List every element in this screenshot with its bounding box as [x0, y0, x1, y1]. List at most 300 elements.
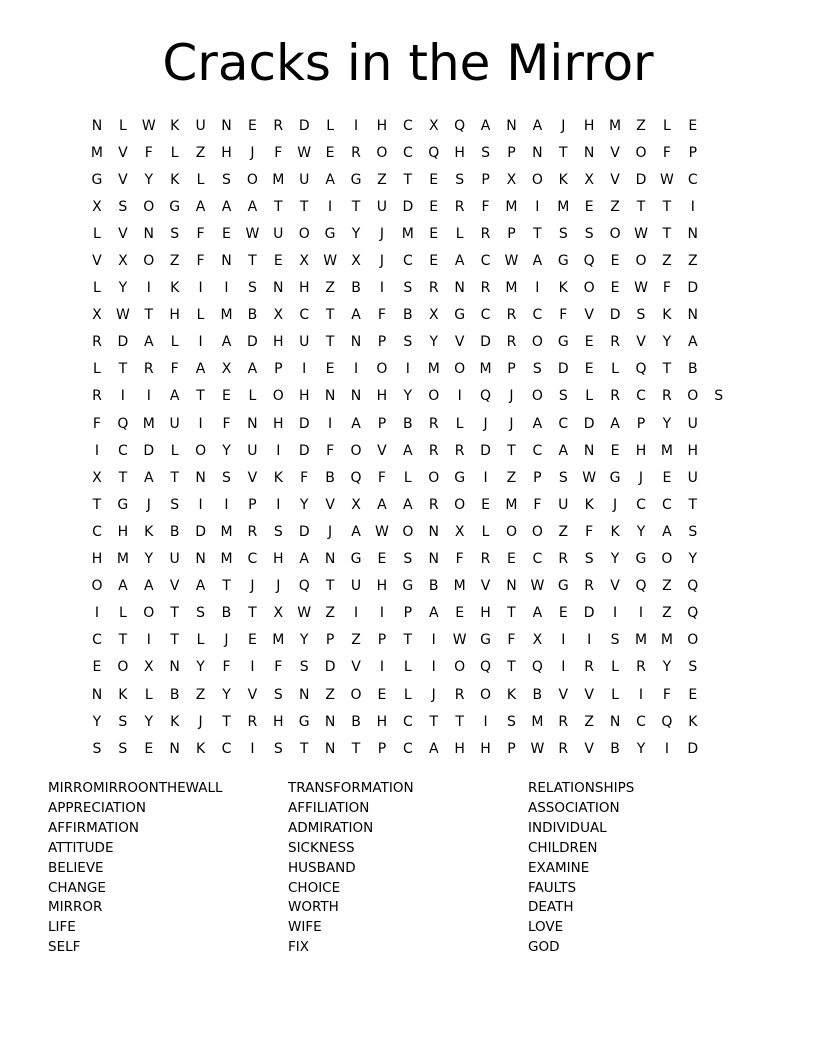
- grid-letter: A: [247, 198, 258, 215]
- grid-letter: Y: [662, 415, 672, 432]
- grid-letter: U: [299, 171, 310, 188]
- word-item: WIFE: [288, 919, 322, 936]
- grid-letter: L: [662, 117, 671, 134]
- grid-letter: I: [94, 605, 100, 622]
- grid-letter: F: [507, 632, 516, 649]
- grid-letter: V: [584, 686, 594, 703]
- grid-letter: T: [688, 496, 698, 513]
- grid-letter: N: [454, 280, 465, 297]
- grid-letter: L: [481, 523, 490, 540]
- grid-letter: L: [144, 686, 153, 703]
- grid-letter: I: [379, 659, 384, 676]
- grid-letter: O: [635, 253, 647, 270]
- grid-letter: I: [587, 632, 592, 649]
- word-item: AFFIRMATION: [48, 819, 139, 836]
- grid-letter: N: [532, 144, 543, 161]
- grid-letter: E: [92, 659, 102, 676]
- grid-letter: A: [351, 307, 361, 324]
- grid-letter: A: [532, 117, 543, 134]
- grid-letter: V: [325, 496, 335, 513]
- grid-letter: T: [403, 171, 413, 188]
- grid-letter: C: [402, 144, 413, 161]
- grid-letter: N: [247, 415, 258, 432]
- grid-letter: B: [428, 578, 439, 595]
- grid-letter: L: [403, 686, 412, 703]
- grid-letter: G: [350, 171, 362, 188]
- grid-letter: G: [609, 469, 621, 486]
- grid-letter: K: [506, 686, 517, 703]
- grid-letter: E: [377, 551, 387, 568]
- grid-letter: Z: [195, 686, 206, 703]
- grid-letter: A: [403, 496, 413, 513]
- grid-letter: X: [532, 632, 543, 649]
- grid-letter: N: [506, 117, 517, 134]
- grid-letter: G: [557, 334, 569, 351]
- grid-letter: T: [299, 740, 309, 757]
- grid-letter: I: [483, 469, 488, 486]
- word-item: AFFILIATION: [288, 799, 370, 816]
- grid-letter: O: [687, 388, 699, 405]
- grid-letter: N: [91, 686, 103, 703]
- grid-letter: I: [198, 415, 203, 432]
- grid-letter: R: [273, 117, 284, 134]
- grid-letter: F: [274, 144, 283, 161]
- grid-letter: Z: [584, 713, 594, 730]
- grid-letter: N: [687, 225, 699, 242]
- word-item: CHANGE: [48, 879, 106, 896]
- grid-letter: Z: [325, 686, 335, 703]
- grid-letter: N: [298, 686, 310, 703]
- grid-letter: G: [91, 171, 103, 188]
- grid-row: [84, 573, 732, 600]
- grid-row: [84, 356, 732, 383]
- grid-letter: X: [221, 361, 232, 378]
- grid-letter: E: [610, 280, 620, 297]
- grid-letter: W: [530, 740, 545, 757]
- grid-letter: R: [428, 496, 439, 513]
- grid-letter: C: [92, 632, 102, 649]
- grid-letter: N: [350, 334, 362, 351]
- grid-letter: F: [326, 442, 335, 459]
- grid-letter: O: [143, 253, 155, 270]
- grid-letter: I: [664, 740, 669, 757]
- grid-letter: C: [480, 253, 491, 270]
- grid-letter: E: [455, 605, 465, 622]
- word-column: [48, 779, 288, 958]
- grid-letter: M: [401, 225, 414, 242]
- grid-letter: P: [377, 632, 387, 649]
- grid-letter: R: [480, 225, 491, 242]
- grid-letter: A: [428, 605, 439, 622]
- grid-letter: O: [350, 442, 362, 459]
- grid-letter: O: [687, 632, 699, 649]
- grid-letter: D: [402, 198, 414, 215]
- grid-letter: L: [170, 334, 179, 351]
- grid-letter: I: [198, 280, 203, 297]
- grid-letter: U: [299, 334, 310, 351]
- grid-letter: G: [402, 578, 414, 595]
- grid-letter: X: [143, 659, 154, 676]
- grid-letter: E: [429, 253, 439, 270]
- grid-letter: P: [481, 171, 490, 188]
- grid-letter: F: [222, 415, 231, 432]
- grid-letter: C: [532, 307, 543, 324]
- grid-letter: P: [507, 740, 516, 757]
- grid-letter: A: [688, 334, 698, 351]
- grid-letter: L: [118, 117, 127, 134]
- grid-letter: O: [531, 171, 543, 188]
- grid-letter: H: [454, 740, 465, 757]
- grid-letter: Y: [403, 388, 413, 405]
- grid-letter: K: [688, 713, 698, 730]
- grid-letter: Q: [480, 659, 492, 676]
- grid-letter: B: [351, 713, 361, 730]
- grid-letter: G: [454, 307, 466, 324]
- grid-letter: V: [377, 442, 387, 459]
- grid-letter: Y: [636, 523, 646, 540]
- grid-letter: X: [428, 117, 439, 134]
- word-item: ASSOCIATION: [528, 799, 620, 816]
- grid-letter: G: [635, 551, 647, 568]
- grid-letter: I: [198, 334, 203, 351]
- grid-letter: J: [198, 713, 203, 730]
- grid-letter: Y: [662, 334, 672, 351]
- grid-letter: B: [221, 605, 232, 622]
- grid-letter: F: [170, 361, 179, 378]
- grid-letter: O: [428, 469, 440, 486]
- grid-letter: K: [584, 496, 594, 513]
- word-item: ADMIRATION: [288, 819, 374, 836]
- grid-letter: E: [558, 605, 568, 622]
- grid-letter: I: [146, 280, 151, 297]
- grid-letter: T: [325, 578, 335, 595]
- grid-letter: J: [250, 578, 255, 595]
- grid-letter: I: [328, 198, 333, 215]
- grid-letter: O: [298, 225, 310, 242]
- grid-letter: L: [611, 361, 619, 378]
- grid-letter: P: [403, 605, 413, 622]
- grid-letter: J: [250, 144, 255, 161]
- grid-letter: R: [558, 740, 569, 757]
- grid-letter: O: [454, 496, 466, 513]
- grid-letter: T: [507, 605, 516, 622]
- grid-letter: R: [92, 334, 102, 351]
- grid-row: [84, 139, 732, 166]
- grid-letter: K: [170, 280, 180, 297]
- grid-letter: K: [170, 713, 180, 730]
- grid-letter: J: [509, 415, 514, 432]
- grid-letter: I: [146, 388, 151, 405]
- word-item: APPRECIATION: [48, 799, 146, 816]
- grid-letter: C: [402, 713, 413, 730]
- grid-letter: I: [638, 686, 644, 703]
- grid-letter: U: [376, 198, 388, 215]
- grid-letter: Q: [687, 605, 699, 622]
- word-column: [288, 779, 528, 958]
- grid-letter: T: [558, 144, 568, 161]
- grid-letter: P: [377, 415, 387, 432]
- grid-letter: P: [533, 469, 542, 486]
- word-item: LOVE: [528, 919, 564, 936]
- grid-letter: Q: [531, 659, 543, 676]
- grid-letter: Q: [661, 713, 673, 730]
- word-item: ATTITUDE: [48, 839, 114, 856]
- grid-letter: C: [402, 117, 413, 134]
- grid-letter: I: [613, 605, 618, 622]
- grid-letter: F: [559, 307, 568, 324]
- grid-letter: E: [429, 171, 439, 188]
- grid-letter: E: [325, 361, 335, 378]
- grid-letter: W: [245, 225, 260, 242]
- grid-letter: B: [610, 740, 620, 757]
- grid-letter: K: [170, 171, 180, 188]
- word-item: GOD: [528, 939, 560, 956]
- grid-letter: S: [247, 280, 257, 297]
- grid-letter: T: [429, 713, 439, 730]
- grid-letter: L: [118, 605, 127, 622]
- grid-letter: K: [662, 307, 672, 324]
- grid-letter: U: [687, 469, 698, 486]
- grid-row: [84, 329, 732, 356]
- grid-letter: T: [351, 198, 361, 215]
- grid-letter: I: [276, 442, 281, 459]
- grid-letter: I: [379, 280, 384, 297]
- word-column: [528, 779, 768, 958]
- grid-letter: A: [299, 551, 309, 568]
- grid-letter: M: [634, 632, 648, 649]
- grid-letter: J: [613, 496, 618, 513]
- grid-letter: Z: [662, 253, 672, 270]
- grid-row: [84, 410, 732, 437]
- grid-letter: Q: [635, 361, 647, 378]
- grid-letter: U: [169, 415, 180, 432]
- grid-letter: W: [504, 253, 519, 270]
- grid-row: [84, 193, 732, 220]
- grid-letter: V: [610, 171, 620, 188]
- grid-letter: I: [483, 713, 488, 730]
- grid-letter: T: [170, 469, 179, 486]
- grid-letter: E: [481, 496, 490, 513]
- grid-letter: I: [457, 388, 462, 405]
- grid-letter: W: [634, 225, 648, 242]
- grid-letter: G: [480, 632, 491, 649]
- grid-letter: N: [91, 117, 103, 134]
- grid-letter: R: [584, 659, 595, 676]
- grid-letter: D: [143, 442, 155, 459]
- grid-letter: T: [170, 605, 179, 622]
- grid-letter: M: [505, 496, 518, 513]
- grid-letter: J: [146, 496, 151, 513]
- grid-letter: W: [297, 605, 312, 622]
- grid-letter: Z: [195, 144, 206, 161]
- grid-letter: C: [402, 740, 413, 757]
- grid-letter: N: [221, 253, 232, 270]
- word-item: WORTH: [288, 899, 339, 916]
- grid-letter: S: [118, 713, 128, 730]
- grid-letter: J: [224, 632, 229, 649]
- grid-letter: R: [558, 551, 569, 568]
- grid-letter: O: [376, 361, 388, 378]
- grid-letter: Z: [325, 280, 335, 297]
- grid-letter: V: [610, 144, 620, 161]
- grid-letter: A: [247, 361, 258, 378]
- grid-letter: D: [609, 307, 621, 324]
- grid-letter: U: [558, 496, 569, 513]
- grid-letter: K: [144, 523, 154, 540]
- grid-letter: H: [91, 551, 103, 568]
- grid-letter: Y: [610, 551, 620, 568]
- grid-letter: C: [687, 171, 698, 188]
- grid-letter: S: [273, 686, 283, 703]
- grid-letter: L: [196, 307, 205, 324]
- grid-letter: B: [403, 415, 413, 432]
- grid-letter: N: [506, 578, 517, 595]
- grid-letter: H: [376, 713, 388, 730]
- grid-row: [84, 600, 732, 627]
- grid-letter: M: [505, 198, 518, 215]
- grid-letter: F: [585, 523, 594, 540]
- grid-letter: B: [325, 469, 335, 486]
- grid-letter: V: [118, 171, 128, 188]
- grid-letter: J: [431, 686, 436, 703]
- grid-letter: E: [662, 469, 672, 486]
- grid-row: [84, 735, 732, 762]
- grid-letter: F: [481, 198, 490, 215]
- grid-letter: Q: [428, 144, 440, 161]
- grid-letter: O: [531, 334, 543, 351]
- grid-letter: D: [583, 415, 595, 432]
- grid-letter: P: [688, 144, 698, 161]
- grid-letter: H: [221, 144, 232, 161]
- grid-letter: R: [143, 361, 154, 378]
- grid-letter: V: [169, 578, 180, 595]
- grid-letter: P: [507, 225, 516, 242]
- grid-letter: U: [687, 415, 698, 432]
- grid-letter: P: [274, 361, 283, 378]
- grid-letter: G: [557, 578, 569, 595]
- grid-letter: R: [558, 713, 569, 730]
- grid-letter: X: [299, 253, 309, 270]
- grid-letter: H: [376, 388, 388, 405]
- grid-letter: C: [636, 388, 646, 405]
- grid-letter: C: [532, 442, 543, 459]
- grid-letter: V: [247, 469, 258, 486]
- grid-letter: K: [558, 171, 568, 188]
- grid-letter: K: [195, 740, 206, 757]
- grid-letter: O: [143, 605, 155, 622]
- grid-letter: G: [350, 551, 362, 568]
- grid-letter: L: [611, 659, 619, 676]
- grid-letter: O: [117, 659, 129, 676]
- grid-row: [84, 518, 732, 545]
- grid-letter: Z: [558, 523, 569, 540]
- grid-letter: U: [195, 117, 206, 134]
- grid-letter: W: [634, 280, 648, 297]
- grid-letter: E: [222, 225, 231, 242]
- grid-letter: C: [532, 551, 543, 568]
- grid-letter: T: [636, 198, 646, 215]
- grid-row: [84, 464, 732, 491]
- grid-letter: H: [454, 144, 465, 161]
- grid-letter: C: [480, 307, 491, 324]
- word-item: INDIVIDUAL: [528, 819, 607, 836]
- grid-letter: F: [92, 415, 101, 432]
- grid-letter: A: [143, 578, 154, 595]
- grid-letter: I: [146, 632, 151, 649]
- grid-letter: Z: [325, 605, 335, 622]
- grid-letter: E: [247, 117, 257, 134]
- grid-letter: M: [427, 361, 440, 378]
- grid-letter: S: [299, 659, 309, 676]
- grid-letter: T: [248, 605, 257, 622]
- grid-letter: E: [610, 442, 620, 459]
- grid-letter: J: [379, 253, 384, 270]
- grid-letter: D: [687, 280, 699, 297]
- grid-letter: I: [638, 605, 644, 622]
- grid-letter: H: [273, 551, 284, 568]
- grid-letter: L: [403, 659, 412, 676]
- grid-letter: Y: [144, 713, 154, 730]
- grid-letter: Z: [662, 605, 672, 622]
- grid-letter: U: [247, 442, 258, 459]
- grid-letter: S: [92, 740, 102, 757]
- grid-letter: I: [690, 198, 695, 215]
- grid-letter: R: [454, 686, 465, 703]
- grid-letter: N: [324, 740, 336, 757]
- grid-letter: P: [507, 144, 516, 161]
- grid-letter: D: [247, 334, 258, 351]
- grid-letter: F: [662, 144, 671, 161]
- grid-letter: P: [377, 740, 387, 757]
- grid-letter: V: [454, 334, 465, 351]
- grid-letter: J: [561, 117, 566, 134]
- page-title: Cracks in the Mirror: [162, 34, 654, 92]
- grid-letter: A: [662, 523, 672, 540]
- grid-letter: W: [141, 117, 156, 134]
- grid-letter: X: [351, 253, 361, 270]
- grid-letter: V: [610, 578, 620, 595]
- grid-letter: R: [428, 415, 439, 432]
- grid-letter: S: [273, 523, 283, 540]
- grid-letter: R: [610, 334, 620, 351]
- grid-letter: F: [455, 551, 464, 568]
- grid-letter: P: [636, 415, 646, 432]
- grid-letter: R: [480, 280, 491, 297]
- grid-letter: D: [324, 659, 336, 676]
- grid-letter: A: [221, 198, 232, 215]
- grid-letter: V: [584, 740, 594, 757]
- grid-letter: I: [353, 605, 359, 622]
- grid-letter: H: [480, 605, 491, 622]
- grid-letter: G: [117, 496, 129, 513]
- grid-letter: X: [273, 307, 284, 324]
- grid-letter: W: [375, 523, 389, 540]
- grid-letter: T: [403, 632, 413, 649]
- grid-letter: S: [170, 496, 180, 513]
- grid-letter: O: [480, 686, 492, 703]
- grid-letter: W: [323, 253, 338, 270]
- grid-letter: I: [431, 632, 436, 649]
- grid-letter: I: [405, 361, 410, 378]
- grid-letter: J: [638, 469, 644, 486]
- grid-letter: O: [246, 171, 258, 188]
- grid-letter: I: [535, 280, 540, 297]
- grid-letter: P: [377, 334, 387, 351]
- grid-letter: C: [558, 415, 569, 432]
- grid-letter: N: [273, 280, 284, 297]
- grid-letter: W: [115, 307, 130, 324]
- grid-letter: O: [531, 523, 543, 540]
